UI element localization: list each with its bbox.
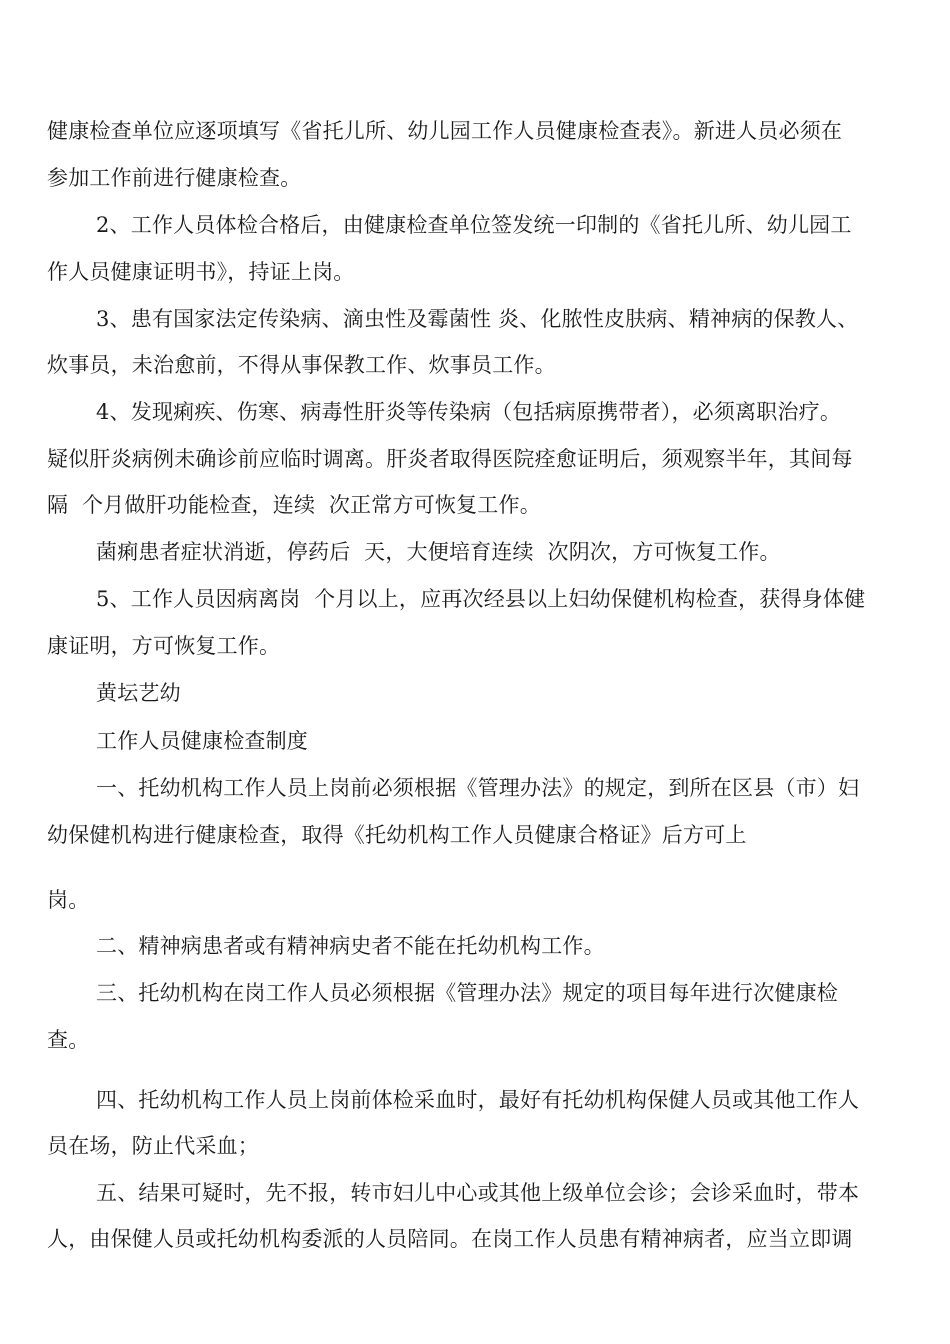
text-line: 五、结果可疑时，先不报，转市妇儿中心或其他上级单位会诊；会诊采血时，带本 <box>96 1181 860 1205</box>
text-line: 查。 <box>47 1028 90 1052</box>
text-line: 幼保健机构进行健康检查，取得《托幼机构工作人员健康合格证》后方可上 <box>47 823 747 847</box>
text-line: 炊事员，未治愈前，不得从事保教工作、炊事员工作。 <box>47 353 556 377</box>
text-line: 康证明，方可恢复工作。 <box>47 634 281 658</box>
text-line: 岗。 <box>47 888 90 912</box>
text-line: 二、精神病患者或有精神病史者不能在托幼机构工作。 <box>96 934 605 958</box>
text-line: 隔 个月做肝功能检查，连续 次正常方可恢复工作。 <box>47 493 541 517</box>
text-line: 作人员健康证明书》，持证上岗。 <box>47 260 355 284</box>
text-line: 2、工作人员体检合格后，由健康检查单位签发统一印制的《省托儿所、幼儿园工 <box>96 213 852 237</box>
text-line: 3、患有国家法定传染病、滴虫性及霉菌性 炎、化脓性皮肤病、精神病的保教人、 <box>96 307 859 331</box>
text-line: 菌痢患者症状消逝，停药后 天，大便培育连续 次阴次，方可恢复工作。 <box>96 540 781 564</box>
text-line: 员在场，防止代采血； <box>47 1134 259 1158</box>
text-line: 健康检查单位应逐项填写《省托儿所、幼儿园工作人员健康检查表》。新进人员必须在 <box>47 119 843 143</box>
text-line: 参加工作前进行健康检查。 <box>47 166 302 190</box>
text-line: 4、发现痢疾、伤寒、病毒性肝炎等传染病（包括病原携带者），必须离职治疗。 <box>96 400 842 424</box>
text-line: 人，由保健人员或托幼机构委派的人员陪同。在岗工作人员患有精神病者，应当立即调 <box>47 1227 853 1251</box>
text-line: 疑似肝炎病例未确诊前应临时调离。肝炎者取得医院痊愈证明后，须观察半年，其间每 <box>47 447 853 471</box>
text-line: 黄坛艺幼 <box>96 681 181 705</box>
section-title: 工作人员健康检查制度 <box>96 729 308 753</box>
text-line: 5、工作人员因病离岗 个月以上，应再次经县以上妇幼保健机构检查，获得身体健 <box>96 587 866 611</box>
text-line: 四、托幼机构工作人员上岗前体检采血时，最好有托幼机构保健人员或其他工作人 <box>96 1088 860 1112</box>
text-line: 一、托幼机构工作人员上岗前必须根据《管理办法》的规定，到所在区县（市）妇 <box>96 776 860 800</box>
text-line: 三、托幼机构在岗工作人员必须根据《管理办法》规定的项目每年进行次健康检 <box>96 981 838 1005</box>
